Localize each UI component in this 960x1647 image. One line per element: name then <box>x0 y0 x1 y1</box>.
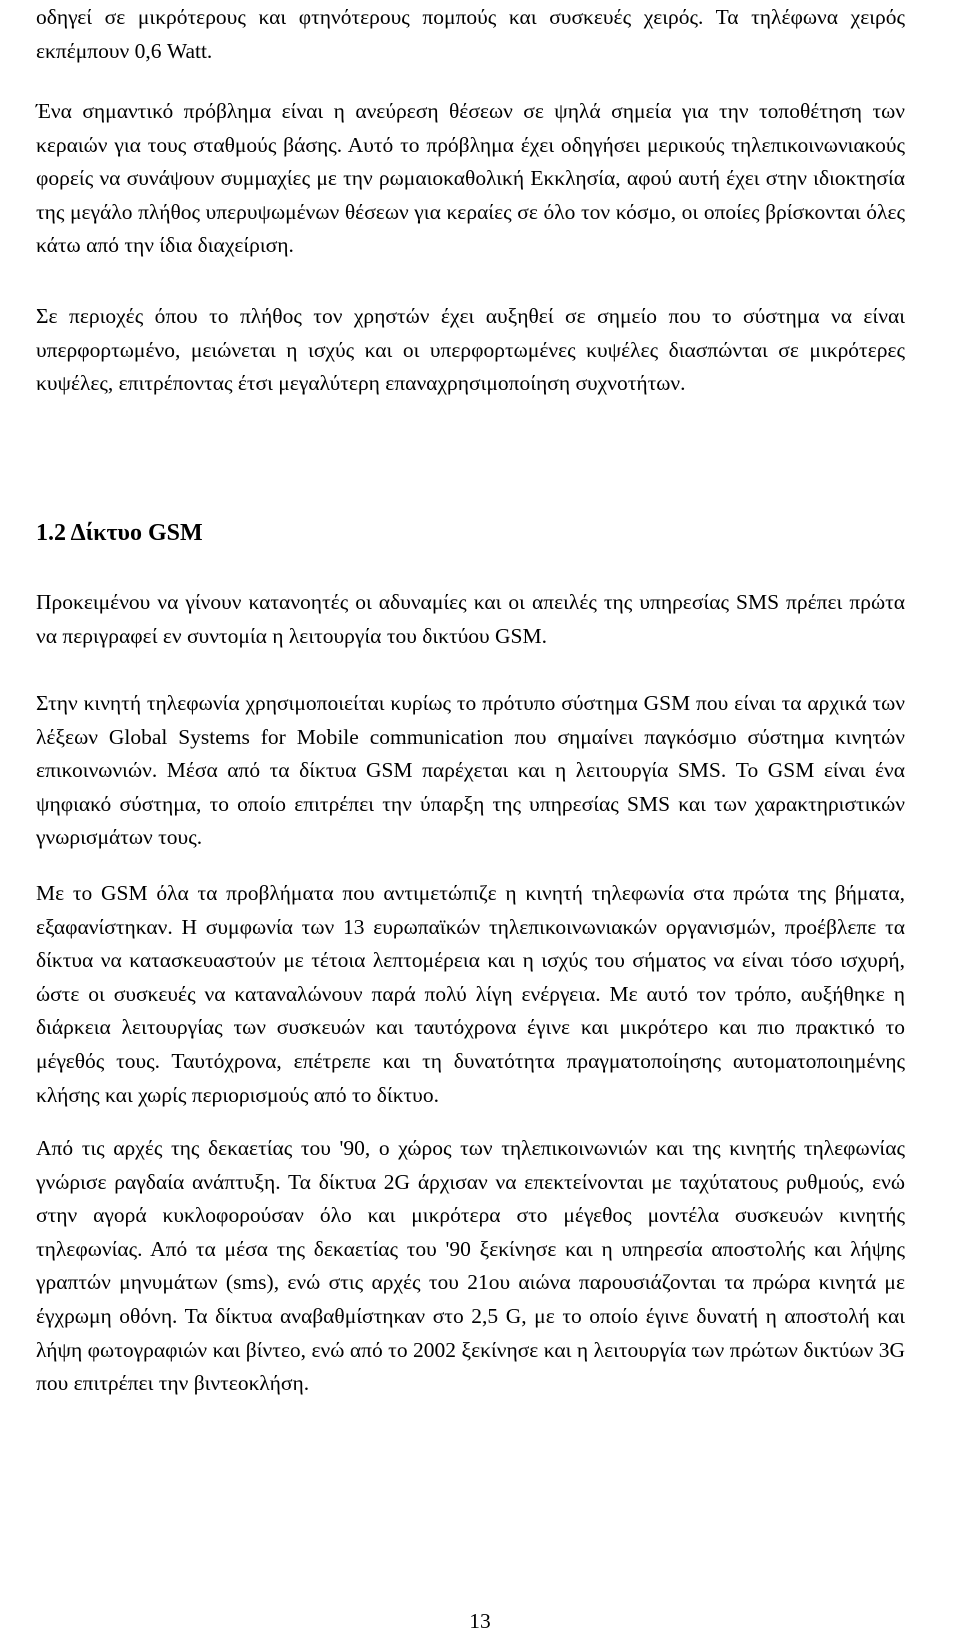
section-heading: 1.2 Δίκτυο GSM <box>36 520 203 546</box>
paragraph-gsm-definition: Στην κινητή τηλεφωνία χρησιμοποιείται κυρίως το πρότυπο σύστημα GSM που είναι τα αρχικά των λέξεων Global Systems for Mobile communication που σημαίνει παγκόσμιο σύστημα κινητών επικοινωνιών. Μέσα από τα δίκτυα GSM παρέχεται και η λειτουργία SMS. Το GSM είναι ένα ψηφιακό σύστημα, το οποίο επιτρέπει την ύπαρξη της υπηρεσίας SMS και των χαρακτηριστικών γνωρισμάτων τους. <box>36 691 905 850</box>
paragraph-antenna-sites: Ένα σημαντικό πρόβλημα είναι η ανεύρεση θέσεων σε ψηλά σημεία για την τοποθέτηση των κεραιών για τους σταθμούς βάσης. Αυτό το πρόβλημα έχει οδηγήσει μερικούς τηλεπικοινωνιακούς φορείς να συνάψουν συμμαχίες με την ρωμαιοκαθολική Εκκλησία, αφού αυτή έχει στην ιδιοκτησία της μεγάλο πλήθος υπερυψωμένων θέσεων για κεραίες σε όλο τον κόσμο, οι οποίες βρίσκονται όλες κάτω από την ίδια διαχείριση. <box>36 99 905 258</box>
paragraph-cell-splitting: Σε περιοχές όπου το πλήθος τον χρηστών έχει αυξηθεί σε σημείο που το σύστημα να είναι υπερφορτωμένο, μειώνεται η ισχύς και οι υπερφορτωμένες κυψέλες διασπώνται σε μικρότερες κυψέλες, επιτρέποντας έτσι μεγαλύτερη επαναχρησιμοποίηση συχνοτήτων. <box>36 304 905 396</box>
page-number: 13 <box>469 1609 491 1633</box>
paragraph-mobile-history: Από τις αρχές της δεκαετίας του '90, ο χώρος των τηλεπικοινωνιών και της κινητής τηλεφωνίας γνώρισε ραγδαία ανάπτυξη. Τα δίκτυα 2G άρχισαν να επεκτείνονται με ταχύτατους ρυθμούς, ενώ στην αγορά κυκλοφορούσαν όλο και μικρότερα στο μέγεθος μοντέλα συσκευών κινητής τηλεφωνίας. Από τα μέσα της δεκαετίας του '90 ξεκίνησε και η υπηρεσία αποστολής και λήψης γραπτών μηνυμάτων (sms), ενώ στις αρχές του 21ου αιώνα παρουσιάζονται τα πρώρα κινητά με έγχρωμη οθόνη. Τα δίκτυα αναβαθμίστηκαν στο 2,5 G, με το οποίο έγινε δυνατή η αποστολή και λήψη φωτογραφιών και βίντεο, ενώ από το 2002 ξεκίνησε και η λειτουργία των πρώτων δικτύων 3G που επιτρέπει την βιντεοκλήση. <box>36 1136 905 1396</box>
paragraph-antenna-power: οδηγεί σε μικρότερους και φτηνότερους πομπούς και συσκευές χειρός. Τα τηλέφωνα χειρός εκπέμπουν 0,6 Watt. <box>36 5 905 63</box>
paragraph-sms-intro: Προκειμένου να γίνουν κατανοητές οι αδυναμίες και οι απειλές της υπηρεσίας SMS πρέπει πρώτα να περιγραφεί εν συντομία η λειτουργία του δικτύου GSM. <box>36 590 905 648</box>
paragraph-gsm-benefits: Με το GSM όλα τα προβλήματα που αντιμετώπιζε η κινητή τηλεφωνία στα πρώτα της βήματα, εξαφανίστηκαν. Η συμφωνία των 13 ευρωπαϊκών τηλεπικοινωνιακών οργανισμών, προέβλεπε τα δίκτυα να κατασκευαστούν με τέτοια λεπτομέρεια και η ισχύς του σήματος να είναι τόσο ισχυρή, ώστε οι συσκευές να καταναλώνουν παρά πολύ λίγη ενέργεια. Με αυτό τον τρόπο, αυξήθηκε η διάρκεια λειτουργίας των συσκευών και ταυτόχρονα έγινε και μικρότερο και πιο πρακτικό το μέγεθός τους. Ταυτόχρονα, επέτρεπε και τη δυνατότητα πραγματοποίησης αυτοματοποιημένης κλήσης και χωρίς περιορισμούς από το δίκτυο. <box>36 881 905 1107</box>
